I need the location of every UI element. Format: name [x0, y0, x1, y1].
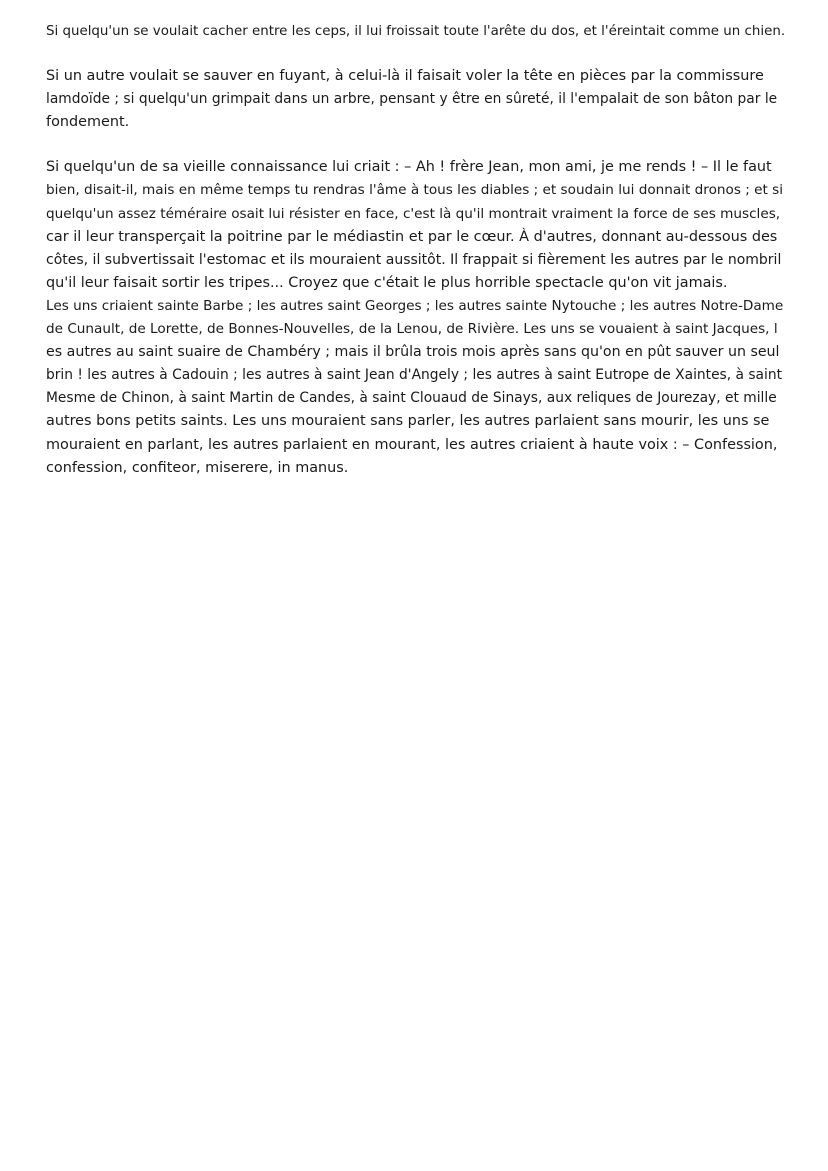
paragraph-4	[46, 295, 786, 480]
text-line: brin ! les autres à Cadouin ; les autres à saint Jean d'Angely ; les autres à saint Eutrope de Xaintes, à saint	[46, 367, 782, 384]
text-line: lamdoïde ; si quelqu'un grimpait dans un arbre, pensant y être en sûreté, il l'empalait de son bâton par le	[46, 91, 778, 108]
text-line: Si quelqu'un se voulait cacher entre les ceps, il lui froissait toute l'arête du dos, et l'éreintait comme un chien.	[46, 24, 786, 39]
text-line: Mesme de Chinon, à saint Martin de Candes, à saint Clouaud de Sinays, aux reliques de Jourezay, et mille	[46, 390, 777, 407]
text-line: confession, confiteor, miserere, in manus.	[46, 459, 349, 476]
text-line: Les uns criaient sainte Barbe ; les autres saint Georges ; les autres sainte Nytouche ; les autres Notre-Dame	[46, 297, 784, 314]
document-page	[46, 20, 786, 480]
text-line: qu'il leur faisait sortir les tripes... Croyez que c'était le plus horrible spectacle qu'on vit jamais.	[46, 274, 728, 291]
text-line: bien, disait-il, mais en même temps tu rendras l'âme à tous les diables ; et soudain lui donnait dronos ; et si	[46, 182, 784, 199]
paragraph-2	[46, 65, 786, 134]
text-line: fondement.	[46, 114, 130, 131]
text-line: Si un autre voulait se sauver en fuyant, à celui-là il faisait voler la tête en pièces par la commissure	[46, 68, 764, 85]
text-line: Si quelqu'un de sa vieille connaissance lui criait : – Ah ! frère Jean, mon ami, je me rends ! – Il le faut	[46, 159, 772, 176]
text-line: côtes, il subvertissait l'estomac et ils mouraient aussitôt. Il frappait si fièrement les autres par le nombril	[46, 251, 782, 268]
text-line: autres bons petits saints. Les uns mouraient sans parler, les autres parlaient sans mourir, les uns se	[46, 413, 770, 430]
text-line: es autres au saint suaire de Chambéry ; mais il brûla trois mois après sans qu'on en pût sauver un seul	[46, 344, 780, 361]
text-line: quelqu'un assez téméraire osait lui résister en face, c'est là qu'il montrait vraiment la force de ses muscles,	[46, 205, 781, 222]
text-line: car il leur transperçait la poitrine par le médiastin et par le cœur. À d'autres, donnant au-dessous des	[46, 228, 778, 245]
paragraph-1	[46, 20, 786, 43]
paragraph-3	[46, 156, 786, 295]
text-line: mouraient en parlant, les autres parlaient en mourant, les autres criaient à haute voix : – Confession,	[46, 436, 778, 453]
text-line: de Cunault, de Lorette, de Bonnes-Nouvelles, de la Lenou, de Rivière. Les uns se vouaient à saint Jacques, l	[46, 321, 778, 338]
